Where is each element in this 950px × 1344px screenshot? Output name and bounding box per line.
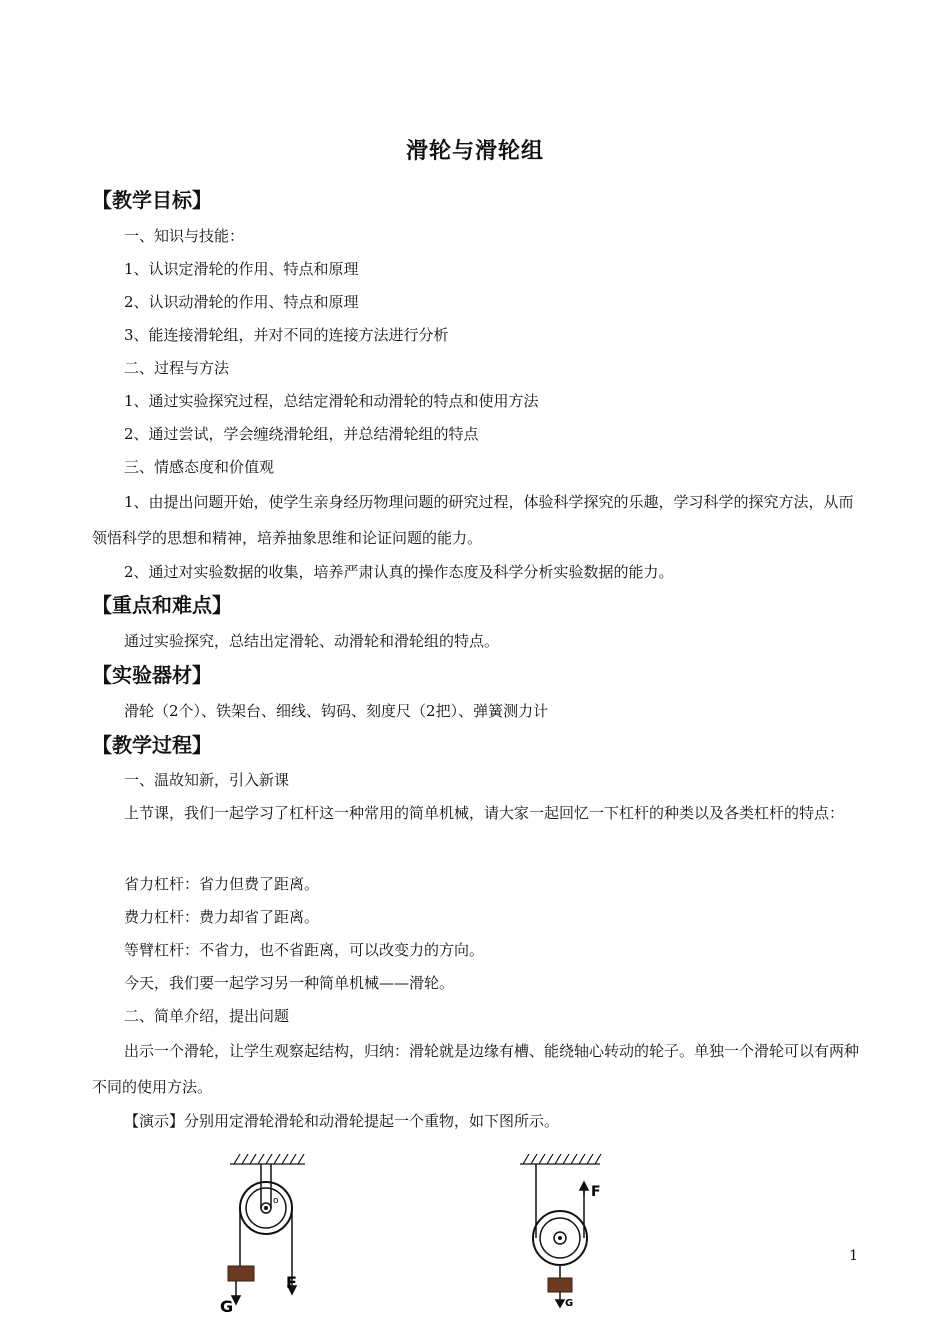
goals-line-6: 1、通过实验探究过程，总结定滑轮和动滑轮的特点和使用方法 bbox=[124, 392, 539, 410]
goals-line-5: 二、过程与方法 bbox=[124, 359, 230, 377]
process-line-7: 【演示】分别用定滑轮滑轮和动滑轮提起一个重物，如下图所示。 bbox=[124, 1112, 560, 1130]
goals-line-2: 1、认识定滑轮的作用、特点和原理 bbox=[124, 260, 359, 278]
process-line-6: 二、简单介绍，提出问题 bbox=[124, 1007, 290, 1025]
heading-teaching-process: 【教学过程】 bbox=[92, 733, 212, 757]
document-title: 滑轮与滑轮组 bbox=[405, 139, 544, 164]
heading-key-points: 【重点和难点】 bbox=[92, 593, 232, 617]
weight-block bbox=[228, 1266, 254, 1281]
process-line-3: 费力杠杆：费力却省了距离。 bbox=[124, 908, 320, 926]
pulley-wheel bbox=[533, 1211, 587, 1265]
key-points-text: 通过实验探究，总结出定滑轮、动滑轮和滑轮组的特点。 bbox=[124, 632, 500, 650]
heading-teaching-goals: 【教学目标】 bbox=[92, 188, 212, 212]
gravity-arrow-g bbox=[556, 1292, 564, 1307]
gravity-arrow-g bbox=[232, 1281, 240, 1304]
process-line-1: 一、温故知新，引入新课 bbox=[124, 771, 290, 789]
goals-paragraph-1: 1、由提出问题开始，使学生亲身经历物理问题的研究过程，体验科学探究的乐趣，学习科学的探究方法，从而领悟科学的思想和精神，培养抽象思维和论证问题的能力。 bbox=[92, 493, 854, 547]
goals-line-1: 一、知识与技能： bbox=[124, 227, 245, 245]
label-f: F bbox=[591, 1184, 601, 1200]
label-g: G bbox=[220, 1297, 234, 1316]
process-line-2: 省力杠杆：省力但费了距离。 bbox=[124, 875, 320, 893]
goals-line-8: 三、情感态度和价值观 bbox=[124, 458, 275, 476]
page-number: 1 bbox=[849, 1248, 858, 1264]
force-arrow-f bbox=[580, 1182, 588, 1196]
equipment-text: 滑轮（2个）、铁架台、细线、钩码、刻度尺（2把）、弹簧测力计 bbox=[124, 702, 549, 720]
goals-line-7: 2、通过尝试，学会缠绕滑轮组，并总结滑轮组的特点 bbox=[124, 425, 479, 443]
ceiling-hatch bbox=[230, 1154, 305, 1164]
weight-block bbox=[548, 1278, 572, 1292]
label-f: F bbox=[286, 1273, 297, 1292]
process-paragraph-2: 出示一个滑轮，让学生观察起结构，归纳：滑轮就是边缘有槽、能绕轴心转动的轮子。单独一个滑轮可以有两种不同的使用方法。 bbox=[92, 1042, 860, 1096]
process-paragraph-1: 上节课，我们一起学习了杠杆这一种常用的简单机械，请大家一起回忆一下杠杆的种类以及各类杠杆的特点： bbox=[124, 804, 845, 822]
pulley-bracket bbox=[261, 1164, 271, 1208]
pulley-wheel bbox=[240, 1182, 292, 1234]
goals-line-4: 3、能连接滑轮组，并对不同的连接方法进行分析 bbox=[124, 326, 449, 344]
goals-line-3: 2、认识动滑轮的作用、特点和原理 bbox=[124, 293, 359, 311]
axle-label: o bbox=[273, 1196, 279, 1206]
fixed-pulley-figure bbox=[210, 1148, 320, 1318]
goals-line-last: 2、通过对实验数据的收集，培养严肃认真的操作态度及科学分析实验数据的能力。 bbox=[124, 563, 674, 581]
process-line-5: 今天，我们要一起学习另一种简单机械——滑轮。 bbox=[124, 974, 455, 992]
movable-pulley-figure bbox=[505, 1148, 615, 1318]
heading-equipment: 【实验器材】 bbox=[92, 663, 212, 687]
ceiling-hatch bbox=[520, 1154, 601, 1164]
label-g: G bbox=[565, 1298, 574, 1309]
process-line-4: 等臂杠杆：不省力，也不省距离，可以改变力的方向。 bbox=[124, 941, 485, 959]
